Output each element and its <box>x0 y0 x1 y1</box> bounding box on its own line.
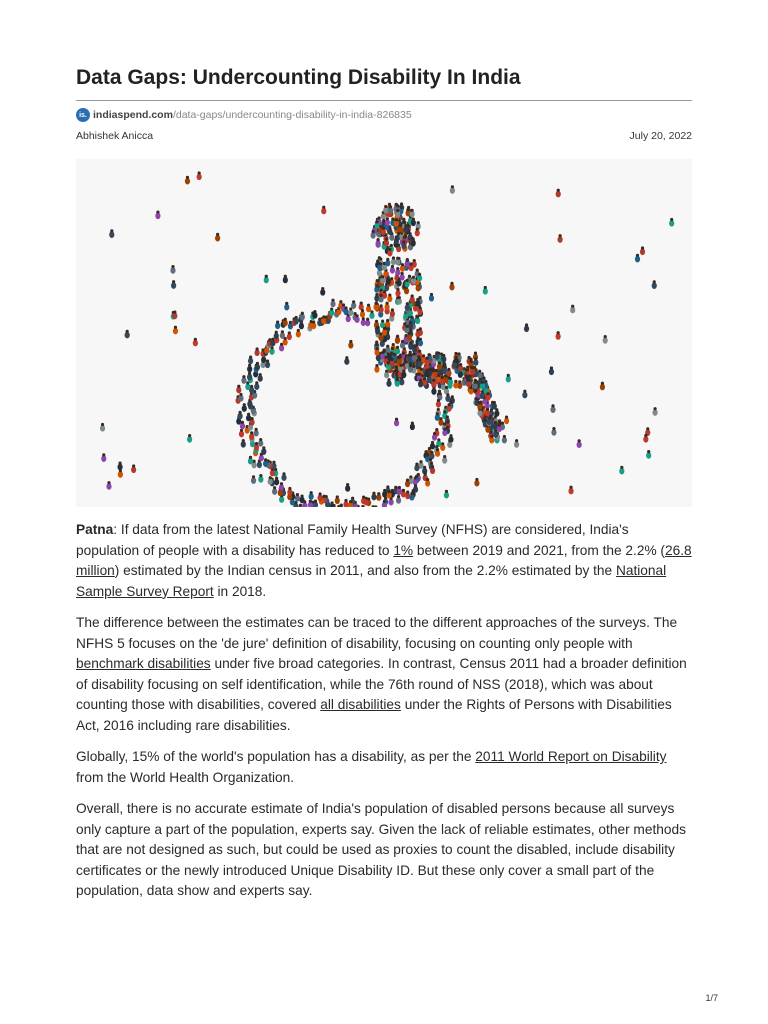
link-all-disabilities[interactable]: all disabilities <box>320 697 401 712</box>
paragraph-4: Overall, there is no accurate estimate of India's population of disabled persons because all surveys only capture a part of the population, experts say. Given the lack of reliable estimates, other methods that are not designed as such, but could be used as proxies to count the disabled, include disability certificates or the newly introduced Unique Disability ID. But these only cover a small part of the population, data show and experts say. <box>76 801 686 898</box>
dateline: Patna <box>76 522 114 537</box>
title-divider <box>76 100 692 101</box>
link-benchmark-disabilities[interactable]: benchmark disabilities <box>76 656 211 671</box>
source-domain[interactable]: indiaspend.com <box>93 109 173 121</box>
wheelchair-icon <box>76 159 692 507</box>
author-name: Abhishek Anicca <box>76 130 154 142</box>
site-logo-icon: is. <box>76 108 90 122</box>
link-world-report[interactable]: 2011 World Report on Disability <box>475 749 667 764</box>
link-1-percent[interactable]: 1% <box>393 542 414 558</box>
article-meta <box>76 130 692 142</box>
crowd-figures <box>100 171 674 507</box>
paragraph-2: The difference between the estimates can be traced to the different approaches of the surveys. The NFHS 5 focuses on the 'de jure' definition of disability, focusing on counting only people with benchmark disabilities under five broad categories. In contrast, Census 2011 had a broader definition of disability focusing on self identification, while the 76th round of NSS (2018), which was about counting those with disabilities, covered all disabilities under the Rights of Persons with Disabilities Act, 2016 including rare disabilities. <box>76 615 687 733</box>
article-title: Data Gaps: Undercounting Disability In India <box>76 66 521 89</box>
paragraph-3: Globally, 15% of the world's population has a disability, as per the 2011 World Report on Disability from the World Health Organization. <box>76 749 667 785</box>
link-nss-report[interactable]: National Sample Survey Report <box>76 563 667 599</box>
page-number: 1/7 <box>705 993 718 1003</box>
publish-date: July 20, 2022 <box>629 130 692 142</box>
source-url[interactable] <box>76 107 412 123</box>
article-body <box>76 520 692 913</box>
link-26-8-million[interactable]: 26.8 million <box>76 542 692 578</box>
paragraph-1: Patna: If data from the latest National Family Health Survey (NFHS) are considered, India's population of people with a disability has reduced to 1% between 2019 and 2021, from the 2.2% (26.8 million) estimated by the Indian census in 2011, and also from the 2.2% estimated by the National Sample Survey Report in 2018. <box>76 522 692 599</box>
hero-image <box>76 159 692 507</box>
source-path[interactable]: /data-gaps/undercounting-disability-in-india-826835 <box>172 109 412 121</box>
